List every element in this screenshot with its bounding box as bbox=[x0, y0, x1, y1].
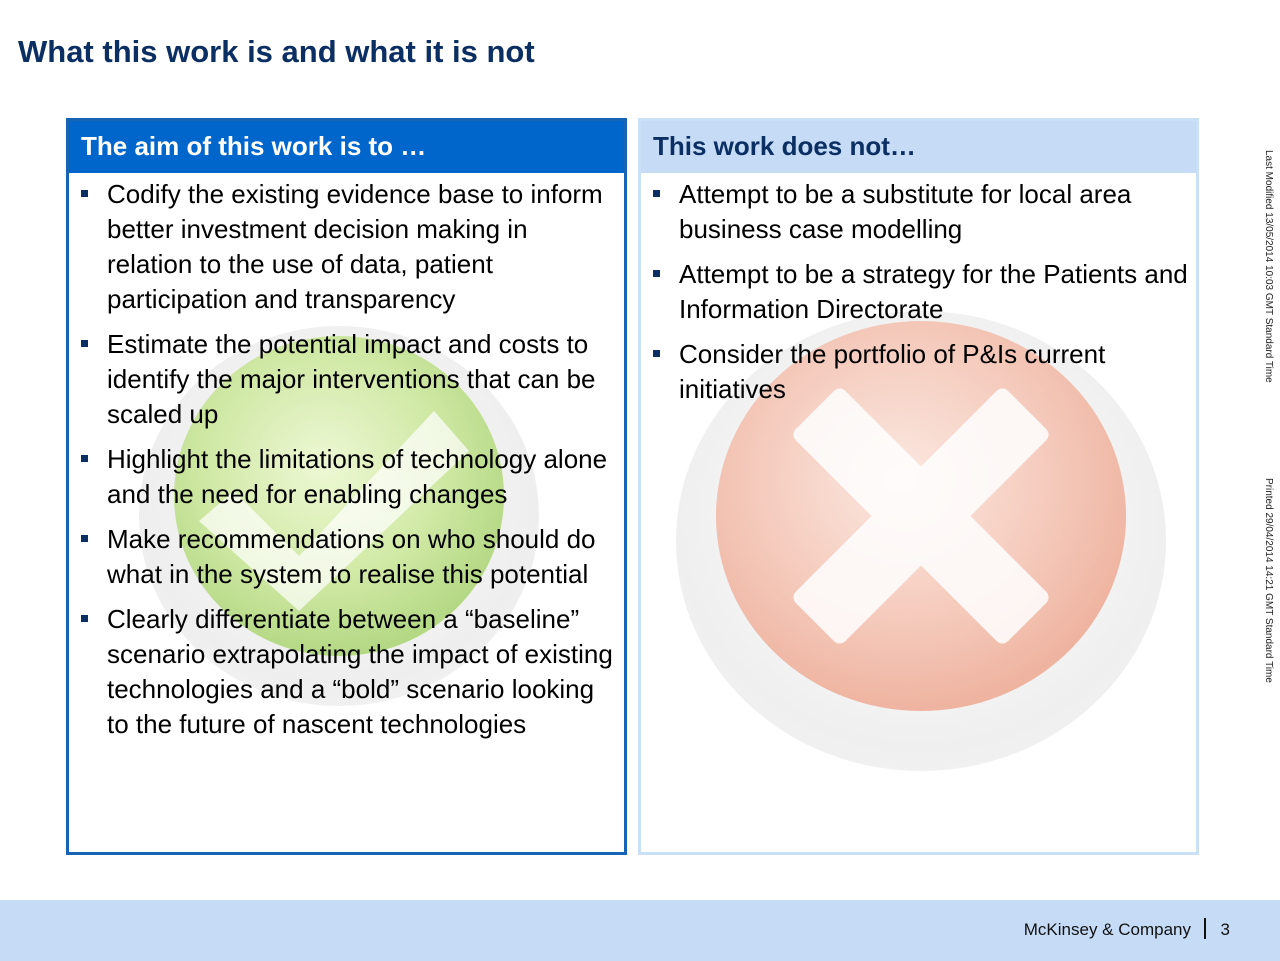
bullet-square-icon bbox=[81, 535, 88, 542]
bullet-square-icon bbox=[81, 455, 88, 462]
bullet-text: Clearly differentiate between a “baseline” scenario extrapolating the impact of existing technologies and a “bold” scenario looking to the future of nascent technologies bbox=[107, 604, 613, 739]
footer-brand: McKinsey & Company bbox=[1023, 920, 1191, 939]
bullet-square-icon bbox=[653, 270, 660, 277]
bullet-text: Make recommendations on who should do what in the system to realise this potential bbox=[107, 524, 596, 589]
not-bullet-list bbox=[641, 173, 1196, 407]
aim-bullet-list bbox=[69, 173, 624, 742]
list-item bbox=[107, 327, 616, 432]
list-item bbox=[679, 177, 1188, 247]
list-item bbox=[107, 602, 616, 742]
bullet-square-icon bbox=[81, 340, 88, 347]
aim-panel-header: The aim of this work is to … bbox=[66, 118, 627, 173]
bullet-square-icon bbox=[653, 350, 660, 357]
bullet-text: Attempt to be a substitute for local area business case modelling bbox=[679, 179, 1132, 244]
bullet-text: Attempt to be a strategy for the Patients and Information Directorate bbox=[679, 259, 1188, 324]
not-panel bbox=[638, 118, 1199, 855]
bullet-text: Highlight the limitations of technology alone and the need for enabling changes bbox=[107, 444, 608, 509]
list-item bbox=[679, 337, 1188, 407]
bullet-square-icon bbox=[653, 190, 660, 197]
footer-divider bbox=[1204, 918, 1206, 939]
bullet-square-icon bbox=[81, 615, 88, 622]
page-number: 3 bbox=[1220, 920, 1230, 939]
list-item bbox=[107, 177, 616, 317]
list-item bbox=[679, 257, 1188, 327]
list-item bbox=[107, 442, 616, 512]
bullet-text: Codify the existing evidence base to inform better investment decision making in relation to the use of data, patient participation and transparency bbox=[107, 179, 603, 314]
not-panel-header: This work does not… bbox=[638, 118, 1199, 173]
list-item bbox=[107, 522, 616, 592]
bullet-square-icon bbox=[81, 190, 88, 197]
footer-bar bbox=[0, 900, 1280, 961]
aim-panel bbox=[66, 118, 627, 855]
bullet-text: Estimate the potential impact and costs to identify the major interventions that can be scaled up bbox=[107, 329, 596, 429]
bullet-text: Consider the portfolio of P&Is current initiatives bbox=[679, 339, 1106, 404]
printed-note: Printed 29/04/2014 14:21 GMT Standard Time bbox=[1263, 478, 1274, 683]
slide-title: What this work is and what it is not bbox=[18, 34, 535, 69]
last-modified-note: Last Modified 13/05/2014 10:03 GMT Standard Time bbox=[1263, 150, 1274, 383]
